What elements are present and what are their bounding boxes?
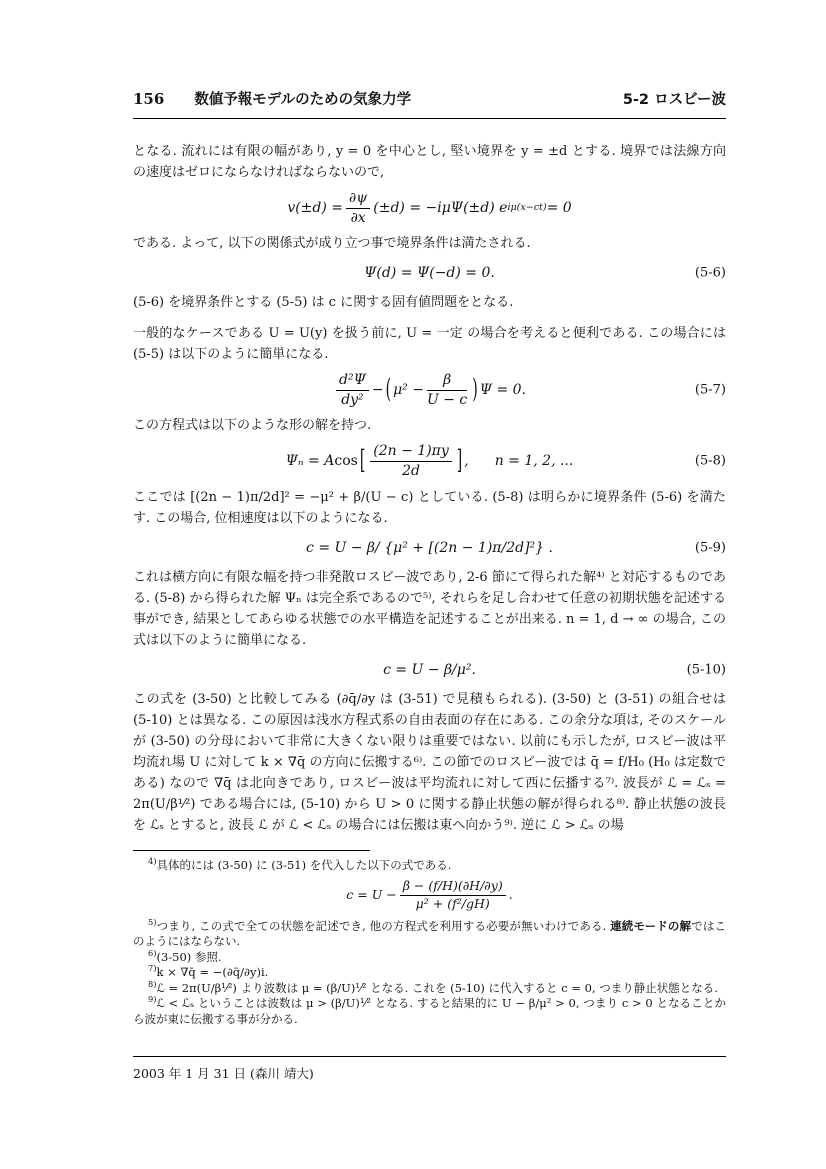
equation-number-5-10: (5-10) <box>686 662 726 678</box>
footnote-5 <box>133 916 726 950</box>
paragraph-eigenvalue-problem: (5-6) を境界条件とする (5-5) は c に関する固有値問題をとなる. <box>133 295 514 311</box>
footnote-4-label: 4) <box>148 855 157 866</box>
footer-date: 2003 年 1 月 31 日 (森川 靖大) <box>133 1066 314 1081</box>
footnote-8 <box>133 978 726 997</box>
equation-boundary-velocity: v(±d) = $\frac{\partial\psi}{\partial x}$ (±d) = −iμΨ(±d) e iμ(x−ct) = 0 <box>287 190 572 227</box>
footnote-5-text-before: つまり, この式で全ての状態を記述でき, 他の方程式を利用する必要が無いわけである. <box>156 918 611 933</box>
footnote-4 <box>133 855 726 874</box>
header-left <box>133 88 411 109</box>
equation-number-5-9: (5-9) <box>694 540 726 556</box>
paragraph-nondivergent-rossby: これは横方向に有限な幅を持つ非発散ロスビー波であり, 2-6 節にて得られた解⁴⁾ と対応するものである. (5-8) から得られた解 Ψₙ は完全系であるので⁵⁾, それらを足し合わせて任意の初期状態を記述する事ができ, 結果としてあらゆる状態での水平構造を記述することが出来る. n = 1, d → ∞ の場合, この式は以下のように簡単になる. <box>133 569 726 648</box>
equation-number-5-6: (5-6) <box>694 265 726 281</box>
footnotes-block <box>133 850 726 1028</box>
book-title: 数値予報モデルのための気象力学 <box>194 92 412 108</box>
equation-number-5-8: (5-8) <box>694 453 726 469</box>
footnote-5-bold-term: 連続モードの解 <box>610 918 692 933</box>
page-footer <box>133 1056 726 1082</box>
footnote-9 <box>133 996 726 1027</box>
footnote-4-text: 具体的には (3-50) に (3-51) を代入した以下の式である. <box>156 857 452 872</box>
footnote-7 <box>133 965 726 981</box>
paragraph-phase-speed-intro: ここでは [(2n − 1)π/2d]² = −μ² + β/(U − c) としている. (5-8) は明らかに境界条件 (5-6) を満たす. この場合, 位相速度は以下のようになる. <box>133 489 726 526</box>
footnote-8-label: 8) <box>148 978 157 989</box>
footnote-4-equation: c = U − $\frac{\beta - (f/H)(\partial H/\partial y)}{\text{μ² + (f²/gH)}}$ . <box>346 878 513 912</box>
equation-5-6: Ψ(d) = Ψ(−d) = 0. (5-6) <box>364 265 726 282</box>
footnote-6-label: 6) <box>148 947 157 958</box>
paragraph-constant-u-case: 一般的なケースである U = U(y) を扱う前に, U = 一定 の場合を考えると便利である. この場合には (5-5) は以下のように簡単になる. <box>133 326 726 363</box>
equation-5-10: c = U − β/μ². (5-10) <box>383 661 726 678</box>
equation-5-8: Ψₙ = A cos [ $\frac{(2n - 1)\pi y}{2d}$ ] , n = 1, 2, ... (5-8) <box>285 443 726 480</box>
paragraph-comparison-discussion: この式を (3-50) と比較してみる (∂q̄/∂y は (3-51) で見積もられる). (3-50) と (3-51) の組合せは (5-10) とは異なる. この原因は浅水方程式系の自由表面の存在にある. この余分な項は, そのスケールが (3-50) の分母において非常に大きくない限りは重要ではない. 以前にも示したが, ロスビー波は平均流れ場 U に対して k × ∇q̄ の方向に伝搬する⁶⁾. この節でのロスビー波では q̄ = f/H₀ (H₀ は定数である) なので ∇q̄ は北向きであり, ロスビー波は平均流れに対して西に伝播する⁷⁾. 波長が ℒ = ℒₛ = 2π(U/β¹⁄²) である場合には, (5-10) から U > 0 に関する静止状態の解が得られる⁸⁾. 静止状態の波長を ℒₛ とすると, 波長 ℒ が ℒ < ℒₛ の場合には伝搬は東へ向かう⁹⁾. 逆に ℒ > ℒₛ の場 <box>133 691 726 833</box>
footnote-5-label: 5) <box>148 916 157 927</box>
page-number: 156 <box>133 90 165 108</box>
equation-5-9: c = U − β/ {μ² + [(2n − 1)π/2d]²} . (5-9) <box>306 539 726 556</box>
footnote-7-label: 7) <box>148 963 157 974</box>
equation-5-7: $\frac{\text{d²Ψ}}{\text{dy²}}$ − ( μ² − $\frac{\beta}{U - c}$ ) Ψ = 0. (5-7) <box>133 372 726 408</box>
page-header <box>133 88 726 119</box>
footnote-9-label: 9) <box>148 994 157 1005</box>
footnote-5-text-after: ではこのようにはならない. <box>133 918 726 949</box>
paragraph-boundary-condition: である. よって, 以下の関係式が成り立つ事で境界条件は満たされる. <box>133 236 531 252</box>
footnote-6 <box>133 947 726 966</box>
footnote-rule <box>133 850 370 851</box>
footnote-8-text: ℒ = 2π(U/β¹⁄²) より波数は μ = (β/U)¹⁄² となる. これを (5-10) に代入すると c = 0, つまり静止状態となる. <box>156 980 718 995</box>
footnote-9-text: ℒ < ℒₛ ということは波数は μ > (β/U)¹⁄² となる. すると結果的に U − β/μ² > 0, つまり c > 0 となることから波が東に伝搬する事が分かる. <box>133 996 726 1026</box>
paragraph-boundary-intro: となる. 流れには有限の幅があり, y = 0 を中心とし, 堅い境界を y = ±d とする. 境界では法線方向の速度はゼロにならなければならないので, <box>133 144 726 180</box>
equation-number-5-7: (5-7) <box>694 382 726 398</box>
footnote-6-text: (3-50) 参照. <box>156 949 222 964</box>
section-title: 5-2 ロスビー波 <box>622 92 726 108</box>
paragraph-solution-form: この方程式は以下のような形の解を持つ. <box>133 418 372 434</box>
footnote-7-text: k × ∇q̄ = −(∂q̄/∂y)i. <box>156 965 269 980</box>
main-text-column <box>133 141 726 836</box>
